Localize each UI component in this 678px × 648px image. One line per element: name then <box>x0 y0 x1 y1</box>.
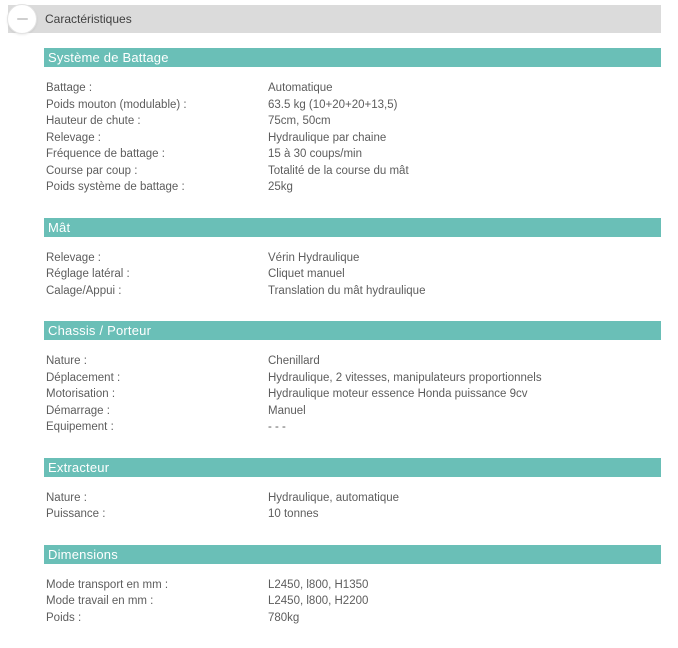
spec-value: Automatique <box>268 82 333 94</box>
spec-value: 780kg <box>268 611 300 624</box>
spec-value: L2450, l800, H1350 <box>268 578 369 591</box>
spec-row <box>46 283 661 300</box>
section-title: Système de Battage <box>44 48 661 67</box>
spec-value: 25kg <box>268 181 293 193</box>
spec-row <box>46 179 661 196</box>
spec-label: Nature : <box>46 355 87 367</box>
spec-row <box>46 266 661 283</box>
spec-label: Réglage latéral : <box>46 268 130 280</box>
spec-label: Poids système de battage : <box>46 181 185 193</box>
spec-row <box>46 506 661 523</box>
spec-value: Hydraulique, automatique <box>268 491 400 504</box>
spec-label: Battage : <box>46 82 93 94</box>
spec-label: Mode transport en mm : <box>46 578 169 591</box>
spec-value: Cliquet manuel <box>268 268 345 280</box>
panel-title: Caractéristiques <box>45 12 132 26</box>
spec-row <box>46 403 661 420</box>
spec-value: Totalité de la course du mât <box>268 164 409 177</box>
spec-label: Fréquence de battage : <box>46 148 165 160</box>
spec-label: Démarrage : <box>46 404 110 417</box>
spec-value: 63.5 kg (10+20+20+13,5) <box>268 98 398 111</box>
spec-label: Equipement : <box>46 421 114 433</box>
section-rows <box>44 237 661 300</box>
spec-row <box>46 80 661 97</box>
spec-label: Course par coup : <box>46 164 138 177</box>
spec-label: Relevage : <box>46 131 101 144</box>
section-rows <box>44 564 661 627</box>
spec-label: Motorisation : <box>46 388 116 400</box>
spec-section <box>44 48 661 196</box>
spec-label: Puissance : <box>46 508 106 520</box>
spec-value: Hydraulique moteur essence Honda puissance 9cv <box>268 388 528 400</box>
spec-row <box>46 577 661 594</box>
spec-row <box>46 370 661 387</box>
spec-value: - - - <box>268 421 286 433</box>
section-title: Chassis / Porteur <box>44 321 661 340</box>
spec-section <box>44 458 661 523</box>
spec-row <box>46 610 661 627</box>
spec-value: 15 à 30 coups/min <box>268 148 362 160</box>
spec-label: Calage/Appui : <box>46 284 122 297</box>
spec-row <box>46 97 661 114</box>
spec-label: Déplacement : <box>46 371 121 384</box>
spec-value: Vérin Hydraulique <box>268 251 360 264</box>
spec-value: Hydraulique par chaine <box>268 131 387 144</box>
spec-label: Relevage : <box>46 251 101 264</box>
spec-section <box>44 218 661 300</box>
spec-value: 10 tonnes <box>268 508 319 520</box>
spec-row <box>46 386 661 403</box>
section-title: Extracteur <box>44 458 661 477</box>
spec-label: Mode travail en mm : <box>46 595 154 607</box>
collapse-button[interactable] <box>7 4 37 34</box>
spec-row <box>46 353 661 370</box>
spec-row <box>46 593 661 610</box>
spec-row <box>46 419 661 436</box>
spec-value: L2450, l800, H2200 <box>268 595 369 607</box>
section-rows <box>44 477 661 523</box>
spec-row <box>46 490 661 507</box>
section-rows <box>44 67 661 196</box>
spec-row <box>46 146 661 163</box>
spec-section <box>44 321 661 436</box>
spec-label: Poids mouton (modulable) : <box>46 98 187 111</box>
section-title: Mât <box>44 218 661 237</box>
section-title: Dimensions <box>44 545 661 564</box>
minus-icon <box>17 18 28 20</box>
spec-label: Nature : <box>46 491 87 504</box>
spec-value: Translation du mât hydraulique <box>268 284 426 297</box>
spec-value: Hydraulique, 2 vitesses, manipulateurs proportionnels <box>268 371 542 384</box>
spec-row <box>46 163 661 180</box>
spec-row <box>46 250 661 267</box>
spec-label: Hauteur de chute : <box>46 115 141 127</box>
spec-value: 75cm, 50cm <box>268 115 331 127</box>
spec-value: Manuel <box>268 404 306 417</box>
spec-row <box>46 113 661 130</box>
spec-row <box>46 130 661 147</box>
spec-label: Poids : <box>46 611 82 624</box>
spec-section <box>44 545 661 627</box>
sections <box>44 48 661 648</box>
characteristics-accordion-header[interactable] <box>8 5 661 33</box>
spec-value: Chenillard <box>268 355 320 367</box>
section-rows <box>44 340 661 436</box>
